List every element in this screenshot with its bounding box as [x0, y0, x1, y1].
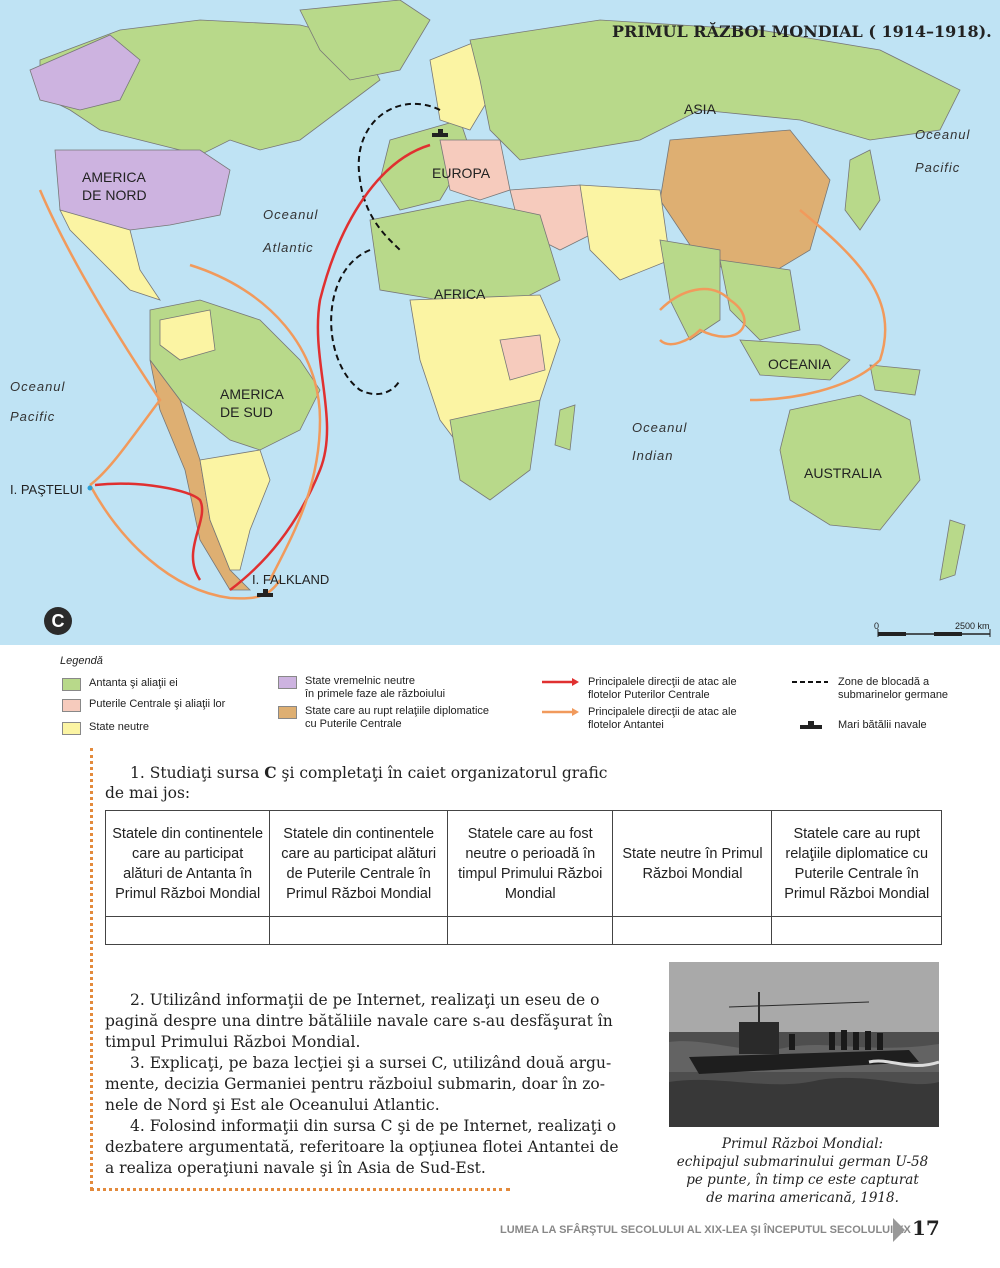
japan-region: [845, 150, 880, 230]
red-arrow-icon: [540, 676, 580, 688]
swatch-central-powers: [62, 699, 81, 712]
swatch-broke-relations: [278, 706, 297, 719]
source-c-badge: C: [44, 607, 72, 635]
legend-item-broke-relations: State care au rupt relaţiile diplomatice cu Puterile Centrale: [278, 705, 489, 731]
table-header-entente: Statele din continentele care au participat alături de Antanta în Primul Război Mondial: [106, 811, 270, 917]
table-cell-empty: [448, 917, 613, 945]
middle-east-region: [580, 185, 670, 280]
label-oceania: OCEANIA: [768, 356, 832, 372]
orange-arrow-icon: [540, 706, 580, 718]
label-asia: ASIA: [684, 101, 716, 117]
dotted-bottom-line: [90, 1188, 510, 1191]
label-pacific-ocean-east: Oceanul Pacific: [915, 127, 971, 175]
legend-title: Legendă: [60, 655, 103, 667]
table-cell-empty: [106, 917, 270, 945]
table-header-neutral: State neutre în Primul Război Mondial: [613, 811, 772, 917]
photo-caption: Primul Război Mondial: echipajul submarinului german U-58 pe punte, în timp ce este capturat de marina americană, 1918.: [676, 1136, 929, 1206]
scale-end-label: 2500 km: [955, 621, 990, 631]
swatch-neutral: [62, 722, 81, 735]
question-2: 2. Utilizând informaţii de pe Internet, realizaţi un eseu de o pagină despre una dintre bătăliile navale care s-au desfăşurat în timpul Primului Război Mondial.: [105, 991, 613, 1051]
legend-item-central-route: Principalele direcţii de atac ale flotelor Puterilor Centrale: [540, 676, 737, 702]
label-south-america: AMERICA DE SUD: [220, 386, 284, 420]
label-africa: AFRICA: [434, 286, 486, 302]
legend-item-entente-route: Principalele direcţii de atac ale flotelor Antantei: [540, 706, 737, 732]
graphic-organizer-table: [105, 810, 942, 945]
new-guinea: [870, 365, 920, 395]
question-1-line-2: de mai jos:: [105, 784, 191, 802]
label-pacific-ocean-west: Oceanul Pacific: [10, 379, 66, 424]
label-atlantic-ocean: Oceanul Atlantic: [263, 207, 319, 255]
swatch-entente: [62, 678, 81, 691]
label-falkland-islands: I. FALKLAND: [252, 572, 330, 587]
map-title: PRIMUL RĂZBOI MONDIAL ( 1914–1918).: [612, 22, 992, 41]
legend-item-neutral: State neutre: [62, 721, 149, 735]
label-europe: EUROPA: [432, 165, 491, 181]
legend-item-entente: Antanta şi aliaţii ei: [62, 677, 178, 691]
table-header-central: Statele din continentele care au participat alături de Puterile Centrale în Primul Război Mondial: [270, 811, 448, 917]
map-legend: [0, 645, 1000, 745]
page-arrow-icon: [893, 1218, 905, 1242]
label-indian-ocean: Oceanul Indian: [632, 420, 688, 463]
table-header-broke-relations: Statele care au rupt relaţiile diplomatice cu Puterile Centrale în Primul Război Mondial: [772, 811, 942, 917]
table-cell-empty: [270, 917, 448, 945]
swatch-temporarily-neutral: [278, 676, 297, 689]
dotted-margin-line: [90, 748, 93, 1190]
legend-item-temporarily-neutral: State vremelnic neutre în primele faze ale războiului: [278, 675, 445, 701]
question-4: 4. Folosind informaţii din sursa C şi de pe Internet, realizaţi o dezbatere argumentată, referitoare la opţiunea flotei Antantei de a realiza operaţiuni navale şi în Asia de Sud-Est.: [105, 1117, 619, 1177]
label-australia: AUSTRALIA: [804, 465, 882, 481]
ship-icon: [790, 719, 830, 731]
legend-item-naval-battles: Mari bătălii navale: [790, 719, 927, 732]
madagascar: [555, 405, 575, 450]
new-zealand: [940, 520, 965, 580]
submarine-photo-graphic: [669, 962, 939, 1127]
question-1-line-1: 1. Studiaţi sursa C şi completaţi în caiet organizatorul grafic: [130, 763, 608, 782]
label-north-america: AMERICA DE NORD: [82, 169, 147, 203]
legend-item-central-powers: Puterile Centrale şi aliaţii lor: [62, 698, 225, 712]
table-header-temporarily-neutral: Statele care au fost neutre o perioadă în timpul Primului Război Mondial: [448, 811, 613, 917]
page-number: 17: [912, 1216, 940, 1240]
chapter-footer: LUMEA LA SFÂRŞTUL SECOLULUI AL XIX-LEA ŞI ÎNCEPUTUL SECOLULUI XX: [500, 1224, 911, 1236]
table-cell-empty: [613, 917, 772, 945]
table-cell-empty: [772, 917, 942, 945]
australia: [780, 395, 920, 530]
submarine-photo: [669, 962, 939, 1127]
scale-start-label: 0: [874, 621, 880, 631]
label-easter-island: I. PAŞTELUI: [10, 482, 83, 497]
easter-island-dot: [88, 486, 93, 491]
dashed-line-icon: [790, 676, 830, 688]
central-route-pacific: [95, 484, 202, 580]
legend-item-blockade: Zone de blocadă a submarinelor germane: [790, 676, 948, 702]
question-3: 3. Explicaţi, pe baza lecţiei şi a sursei C, utilizând două argu- mente, decizia Germaniei pentru războiul submarin, doar în zo- nele de Nord şi Est ale Oceanului Atlantic.: [105, 1054, 612, 1114]
